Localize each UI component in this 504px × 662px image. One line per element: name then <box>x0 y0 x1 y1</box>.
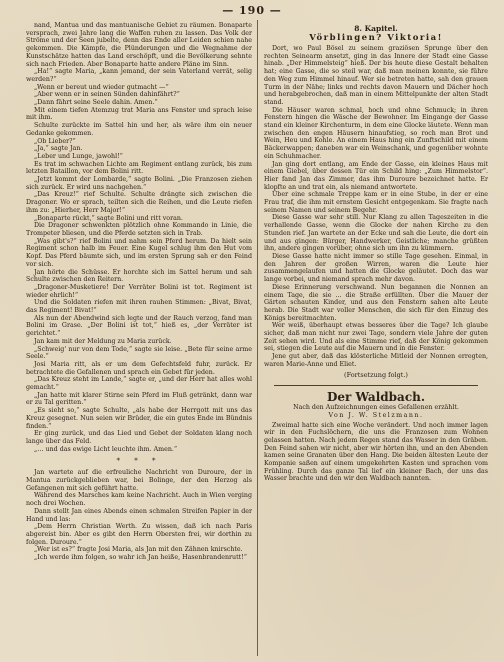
paragraph: „Ha!“ sagte Maria, „kann jemand, der sein Vaterland verrät, selig werden?“ <box>26 68 252 83</box>
paragraph: Schulte zurückte im Sattel hin und her, als wäre ihm ein neuer Gedanke gekommen. <box>26 122 252 137</box>
paragraph: Die Dragoner schwenkten plötzlich ohne Kommando in Linie, die Trompeter bliesen, und die Pferde setzten sich in Trab. <box>26 222 252 237</box>
left-paragraphs <box>26 22 252 453</box>
paragraph: Und die Soldaten riefen mit ihren rauhen Stimmen: „Bivat, Bivat, das Regiment! Bivat!“ <box>26 299 252 315</box>
paragraph: „Wenn er bereut und wieder gutmacht —“ <box>34 83 169 91</box>
continuation-note: (Fortsetzung folgt.) <box>344 370 408 379</box>
paragraph: „Dragoner-Musketiere! Der Verräter Bolini ist tot. Regiment ist wieder ehrlich!“ <box>26 283 252 299</box>
paragraph: „Jan hatte mit klarer Stirne sein Pferd im Fluß getränkt, dann war er zu Tal geritten.“ <box>26 391 252 407</box>
paragraph: Jan ging dort entlang, am Ende der Gasse, ein kleines Haus mit einem Giebel, über dessen Tür ein Schild hing: „Zum Himmelstor“. Hier fand Jan das Zimmer, das ihm Duroure bezeichnet hatte. Er klopfte an und trat ein, als niemand antwortete. <box>264 160 488 191</box>
page-number: — 190 — <box>222 4 282 17</box>
right-column <box>264 22 488 654</box>
paragraph: „Ob Lieber?“ <box>34 137 76 145</box>
paragraph: Über eine schmale Treppe kam er in eine Stube, in der er eine Frau traf, die ihm mit ernstem Gesicht entgegenkam. Sie fragte nach seinem Namen und seinem Begehr. <box>264 191 488 214</box>
paragraph: „Bonaparte rückt,“ sagte Bolini und ritt voran. <box>34 214 183 222</box>
paragraph: „Dann fährt seine Seele dahin. Amen.“ <box>34 99 158 107</box>
paragraph: Dort, wo Paul Bösel zu seinem graziösen Sprunge über den rechten Seinearm ansetzt, ging in das Innere der Stadt eine Gasse hinab. „Der Himmelsteig“ hieß. Der bis heute diese Gestalt behalten hat; eine Gasse, die so steil war, daß man meinen konnte, sie führe den Weg zum Himmel hinauf. Wer sie betreten hatte, sah den grauen Turm in der Nähe; links und rechts davon Mauern und Dächer hoch und herabgebrochen, daß man in einem Mittelpunkte der alten Stadt stand. <box>264 45 488 106</box>
chapter-subtitle: Vörblingen? Viktoria! <box>309 33 443 43</box>
paragraph: „… und das ewige Licht leuchte ihm. Amen.“ <box>34 445 178 453</box>
paragraph: Es trat im schwachen Lichte am Regiment entlang zurück, bis zum letzten Bataillon, vor dem Bolini ritt. <box>26 160 252 176</box>
paragraph: Mit einem tiefen Atemzug trat Maria ans Fenster und sprach leise mit ihm. <box>26 106 252 122</box>
paragraph: Diese Gasse hatte nicht immer so stille Tage gesehen. Einmal, in den Jahren der großen Wirren, waren die Leute hier zusammengelaufen und hatten die Glocke geläutet. Doch das war lange vorbei, und niemand sprach mehr davon. <box>264 252 488 284</box>
paragraph: Als nun der Abendwind sich legte und der Rauch verzog, fand man Bolini im Grase. „Der Bolini ist tot,“ hieß es, „der Verräter ist gerichtet.“ <box>26 314 252 338</box>
right-paragraphs <box>264 45 488 369</box>
paragraph: „Jetzt kommt der Lombarde,“ sagte Bolini. „Die Franzosen ziehen sich zurück. Er wird uns nachgehen.“ <box>26 176 252 191</box>
paragraph: „Das Kreuz steht im Lande,“ sagte er, „und der Herr hat alles wohl gemacht.“ <box>26 376 252 392</box>
story-paragraphs <box>264 422 488 484</box>
story-title: Der Waldbach. <box>326 389 426 404</box>
section-stars: * * * <box>116 457 162 466</box>
paragraph: Jan wartete auf die erfreuliche Nachricht von Duroure, der in Mantua zurückgeblieben war, bei Bolinge, der den Herzog als Gefangenen mit sich geführt hatte. <box>26 469 252 492</box>
paragraph: Jan hörte die Schüsse. Er horchte sich im Sattel herum und sah Schulte zwischen den Reitern. <box>26 268 252 284</box>
paragraph: Jan kam mit der Meldung zu Maria zurück. <box>34 337 172 345</box>
paragraph: „Ja,“ sagte Jan. <box>34 145 83 153</box>
paragraph: Josi Maria ritt, als er um dem Gefechtsfeld fuhr, zurück. Er betrachtete die Gefallenen und sprach ein Gebet für jeden. <box>26 360 252 376</box>
paragraph: „Das Kreuz!“ rief Schulte. Schulte drängte sich zwischen die Dragoner. Wo er sprach, teilten sich die Reihen, und die Leute riefen ihm zu: „Hierher, Herr Major!“ <box>26 191 252 214</box>
paragraph: Diese Erinnerung verschwand. Nun begannen die Nonnen an einem Tage, die sie ... die Straße erfüllten. Über die Mauer der Gärten schauten Kinder, und aus den Fenstern sahen alte Leute herab. Die Stadt war voller Menschen, die sich für den Einzug des Königs bereitmachten. <box>264 283 488 322</box>
left-column <box>26 22 252 654</box>
paragraph: Zweimal hatte sich eine Woche verändert. Und noch immer lagen wir in den Fuchslöchern, die uns die Franzosen zum Wohnen gelassen hatten. Nach jedem Regen stand das Wasser in den Gräben. Den Feind sahen wir nicht, aber wir hörten ihn, und an den Abenden kamen seine Granaten über den Hang. Die beiden ältesten Leute der Kompanie saßen auf einem umgekehrten Kasten und sprachen vom Frühling. Durch das ganze Tal lief ein kleiner Bach, der uns das Wasser brachte und den wir den Waldbach nannten. <box>264 421 488 483</box>
paragraph: „Es sieht so,“ sagte Schulte, „als habe der Herrgott mit uns das Kreuz gesegnet. Nun seien wir Brüder, die ein gutes Ende im Bündnis finden.“ <box>26 407 252 430</box>
paragraph: Wer weiß, überhaupt etwas besseres über die Tage? Ich glaube sicher, daß man nicht nur zwei Tage, sondern viele Jahre der guten Zeit sehen wird. Und als eine Stimme rief, daß der König gekommen sei, stiegen die Leute auf die Mauern und in die Fenster. <box>264 322 488 353</box>
paragraph: „Schweig' nur von dem Tode,“ sagte sie leise. „Bete für seine arme Seele.“ <box>26 345 252 361</box>
paragraph: „Aber wenn er in seinen Sünden dahinfährt?“ <box>34 91 180 99</box>
paragraph: Jene gut aber, daß das klösterliche Mitleid der Nonnen erregten, waren Marie-Anne und Eliet. <box>264 353 488 368</box>
left-after-stars <box>26 469 252 561</box>
paragraph: Während des Marsches kam keine Nachricht. Auch in Wien verging noch drei Wochen. <box>26 492 252 508</box>
paragraph: „Wer ist es?“ fragte Josi Maria, als Jan mit den Zähnen knirschte. <box>34 546 243 554</box>
paragraph: „Leber und Lunge, jawohl!“ <box>34 152 123 160</box>
paragraph: nand, Mantua und das mantuanische Gebiet zu räumen. Bonaparte versprach, zwei Jahre lang die Waffen ruhen zu lassen. Das Volk der Ströme und der Seen jubelte, denn das Ende aller Leiden schien nahe gekommen. Die Kämpfe, die Plünderungen und die Wegnahme der Kunstschätze hatten das Land erschöpft, und die Bevölkerung sehnte sich nach Frieden. Aber Bonaparte hatte andere Pläne im Sinn. <box>26 22 252 68</box>
paragraph: Er ging zurück, und das Lied und Gebet der Soldaten klang noch lange über das Feld. <box>26 430 252 445</box>
paragraph: Die Häuser waren schmal, hoch und ohne Schmuck; in ihren Fenstern hingen die Wäsche der Bewohner. Im Eingange der Gasse stand ein kleiner Kirchenturm, in dem eine Glocke läutete. Wenn man zwischen den engen Häusern hinaufstieg, so roch man Brot und Wein, Heu und Kohle. An einem Haus hing ein Zunftschild mit einem Bäckerwappen; daneben war ein Weinschank, und gegenüber wohnte ein Schuhmacher. <box>264 106 488 160</box>
story-subtitle: Nach den Aufzeichnungen eines Gefallenen erzählt. <box>293 403 459 411</box>
paragraph: „Was gibt's?“ rief Bolini und nahm sein Pferd herum. Da hielt sein Regiment schon halb im Feuer. Eine Kugel schlug ihm den Hut vom Kopf. Das Pferd bäumte sich, und im ersten Sprung sah er den Feind vor sich. <box>26 237 252 268</box>
paragraph: Diese Gasse war sehr still. Nur Klang zu allen Tageszeiten in die verhallende Gasse, wenn die Glocke der nahen Kirche zu den Stunden rief. Jan wartete an der Ecke und sah die Leute, die dort ein und aus gingen: Bürger, Handwerker, Geistliche; manche grüßten ihn, andere gingen vorüber, ohne sich um ihn zu kümmern. <box>264 214 488 253</box>
paragraph: „Ich werde ihm folgen, so wahr ich Jan heiße, Hasenbrandenrutt!“ <box>34 554 247 562</box>
chapter-heading: 8. Kapitel. <box>354 24 398 33</box>
column-divider <box>257 20 258 656</box>
story-author: Von J. W. Stelzmann. <box>328 411 424 419</box>
paragraph: Dann stellt Jan eines Abends einen schmalen Streifen Papier in der Hand und las: <box>26 507 252 523</box>
paragraph: „Dem Herrn Christian Werth. Zu wissen, daß ich nach Paris abgereist bin. Aber es gibt den Herrn Obersten frei, wir dorthin zu folgen. Duroure.“ <box>26 523 252 546</box>
story-divider <box>274 385 478 386</box>
